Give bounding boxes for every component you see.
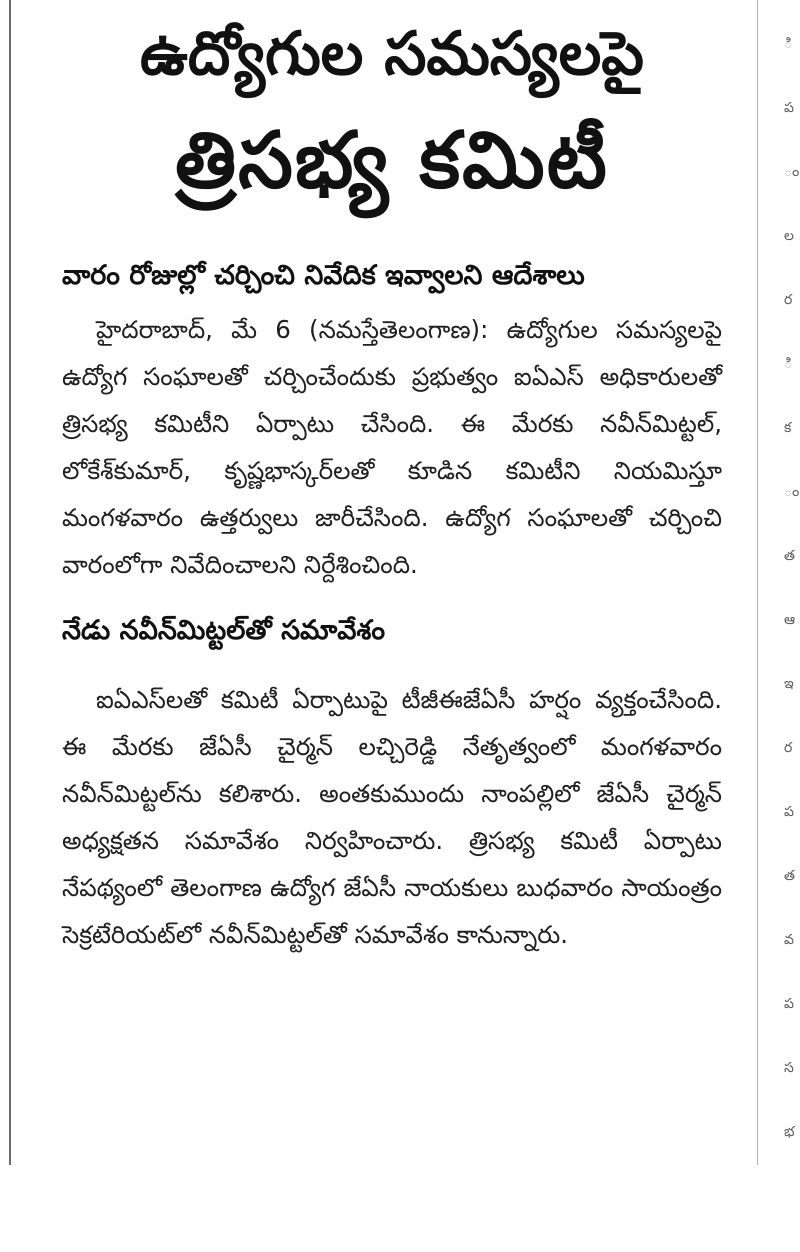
adjacent-column-fragment: ం <box>784 164 800 180</box>
adjacent-column-fragment: స <box>784 1060 794 1076</box>
section-heading: నేడు నవీన్‌మిట్టల్‌తో సమావేశం <box>62 615 386 646</box>
adjacent-column-fragment: త <box>784 548 795 564</box>
headline-line-2: త్రిసభ్య కమిటీ <box>175 116 609 206</box>
news-article <box>62 8 722 958</box>
adjacent-column-fragment: ర <box>784 740 793 756</box>
adjacent-column-fragment: ప <box>784 100 794 116</box>
adjacent-column-fragment: ర <box>784 292 793 308</box>
adjacent-column-fragment: ఇ <box>784 676 794 692</box>
adjacent-column-fragment: ఆ <box>784 612 796 628</box>
adjacent-column-fragment: ం <box>784 484 800 500</box>
adjacent-column-fragment: ి <box>784 36 793 52</box>
adjacent-column-fragment: భ <box>784 1124 795 1140</box>
adjacent-column-fragment: ల <box>784 228 794 244</box>
headline-line-1: ఉద్యోగుల సమస్యలపై <box>140 19 644 89</box>
column-divider-left <box>9 0 11 1165</box>
adjacent-column-fragment: ి <box>784 356 793 372</box>
article-paragraph-1: హైదరాబాద్, మే 6 (నమస్తేతెలంగాణ): ఉద్యోగుల సమస్యలపై ఉద్యోగ సంఘాలతో చర్చించేందుకు ప్రభుత్వం ఐఏఎస్ అధికారులతో త్రిసభ్య కమిటీని ఏర్పాటు చేసింది. ఈ మేరకు నవీన్‌మిట్టల్, లోకేశ్‌కుమార్, కృష్ణభాస్కర్‌లతో కూడిన కమిటీని నియమిస్తూ మంగళవారం ఉత్తర్వులు జారీచేసింది. ఉద్యోగ సంఘాలతో చర్చించి వారంలోగా నివేదించాలని నిర్దేశించింది. <box>62 315 722 579</box>
article-paragraph-2: ఐఏఎస్‌లతో కమిటీ ఏర్పాటుపై టీజీఈజేఏసీ హర్షం వ్యక్తంచేసింది. ఈ మేరకు జేఏసీ చైర్మన్ లచ్చిరెడ్డి నేతృత్వంలో మంగళవారం నవీన్‌మిట్టల్‌ను కలిశారు. అంతకుముందు నాంపల్లిలో జేఏసీ చైర్మన్ అధ్యక్షతన సమావేశం నిర్వహించారు. త్రిసభ్య కమిటీ ఏర్పాటు నేపథ్యంలో తెలంగాణ ఉద్యోగ జేఏసీ నాయకులు బుధవారం సాయంత్రం సెక్రటేరియట్‌లో నవీన్‌మిట్టల్‌తో సమావేశం కానున్నారు. <box>62 685 722 949</box>
adjacent-column-fragment: ప <box>784 804 794 820</box>
adjacent-column-fragment: ప <box>784 996 794 1012</box>
adjacent-column-edge <box>782 0 800 1165</box>
adjacent-column-fragment: వ <box>784 932 794 948</box>
subheadline: వారం రోజుల్లో చర్చించి నివేదిక ఇవ్వాలని ఆదేశాలు <box>62 260 585 291</box>
column-divider-right <box>757 0 758 1165</box>
adjacent-column-fragment: త <box>784 868 795 884</box>
adjacent-column-fragment: క <box>784 420 792 436</box>
